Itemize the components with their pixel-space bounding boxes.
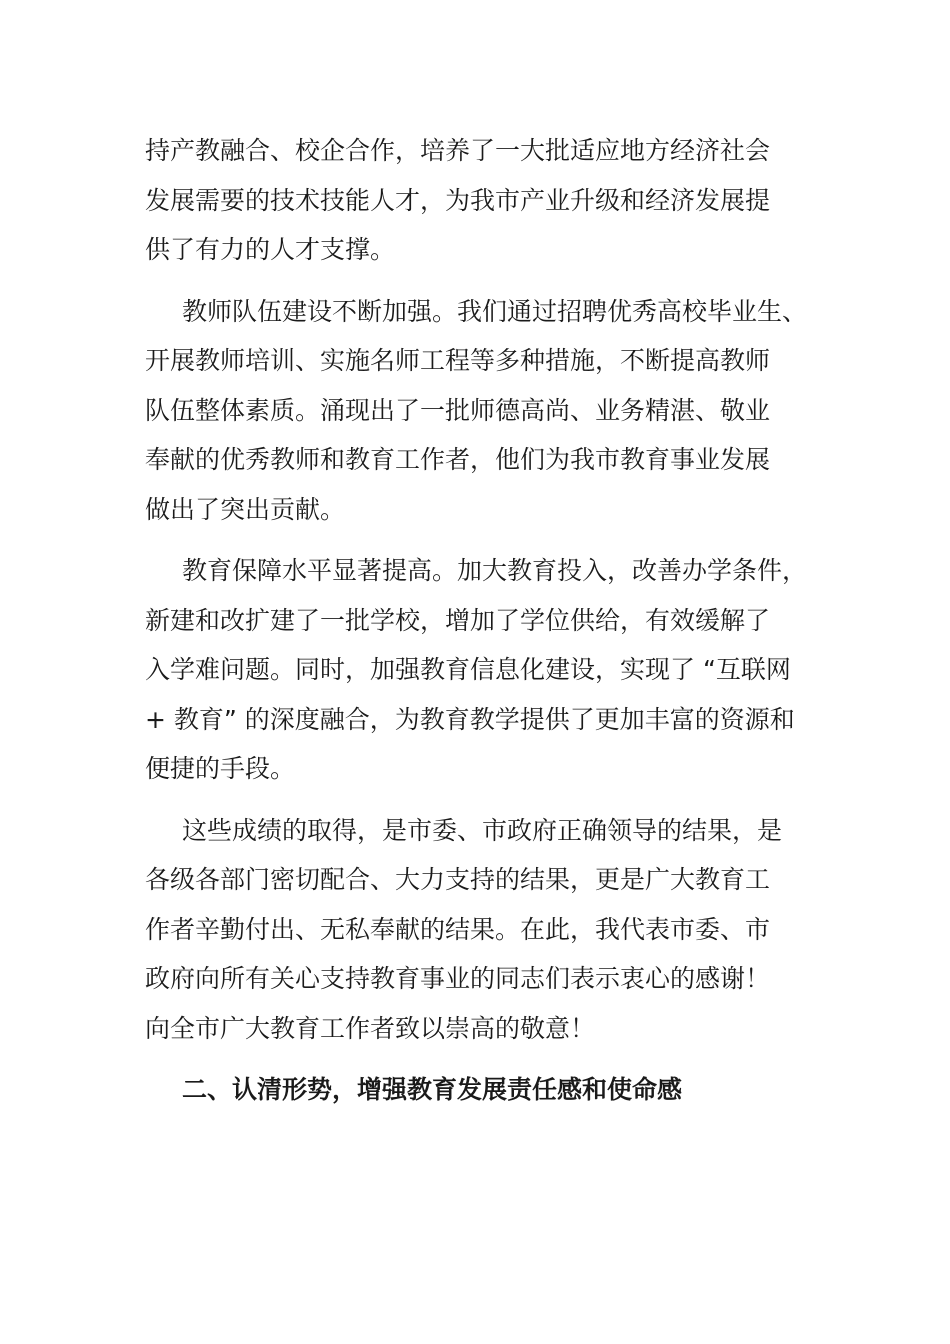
text-line: 便捷的手段。 — [145, 754, 296, 783]
text-line: 奉献的优秀教师和教育工作者，他们为我市教育事业发展 — [145, 445, 771, 474]
text-line: 各级各部门密切配合、大力支持的结果，更是广大教育工 — [145, 865, 771, 894]
paragraph-teacher-team — [145, 287, 831, 535]
text-line: 这些成绩的取得，是市委、市政府正确领导的结果，是 — [182, 815, 783, 845]
text-line: 教师队伍建设不断加强。我们通过招聘优秀高校毕业生、 — [182, 296, 808, 326]
text-line: 作者辛勤付出、无私奉献的结果。在此，我代表市委、市 — [145, 914, 771, 944]
text-line: 持产教融合、校企合作，培养了一大批适应地方经济社会 — [145, 136, 771, 165]
text-line: 教育保障水平显著提高。加大教育投入，改善办学条件， — [182, 556, 808, 585]
paragraph-education-support — [145, 546, 831, 794]
text-line: 队伍整体素质。涌现出了一批师德高尚、业务精湛、敬业 — [145, 395, 771, 425]
text-line: 入学难问题。同时，加强教育信息化建设，实现了 “互联网 — [145, 655, 791, 684]
document-body — [145, 126, 831, 1115]
paragraph-talent-training — [145, 126, 831, 275]
text-line: + 教育” 的深度融合，为教育教学提供了更加丰富的资源和 — [145, 704, 795, 734]
paragraph-acknowledgement — [145, 806, 831, 1054]
text-line: 供了有力的人才支撑。 — [145, 235, 396, 264]
section-heading: 二、认清形势，增强教育发展责任感和使命感 — [182, 1075, 683, 1104]
text-line: 政府向所有关心支持教育事业的同志们表示衷心的感谢！ — [145, 964, 771, 993]
text-line: 向全市广大教育工作者致以崇高的敬意！ — [145, 1013, 596, 1043]
text-line: 做出了突出贡献。 — [145, 494, 346, 524]
text-line: 发展需要的技术技能人才，为我市产业升级和经济发展提 — [145, 185, 771, 215]
text-line: 新建和改扩建了一批学校，增加了学位供给，有效缓解了 — [145, 605, 771, 635]
text-line: 开展教师培训、实施名师工程等多种措施，不断提高教师 — [145, 346, 771, 375]
